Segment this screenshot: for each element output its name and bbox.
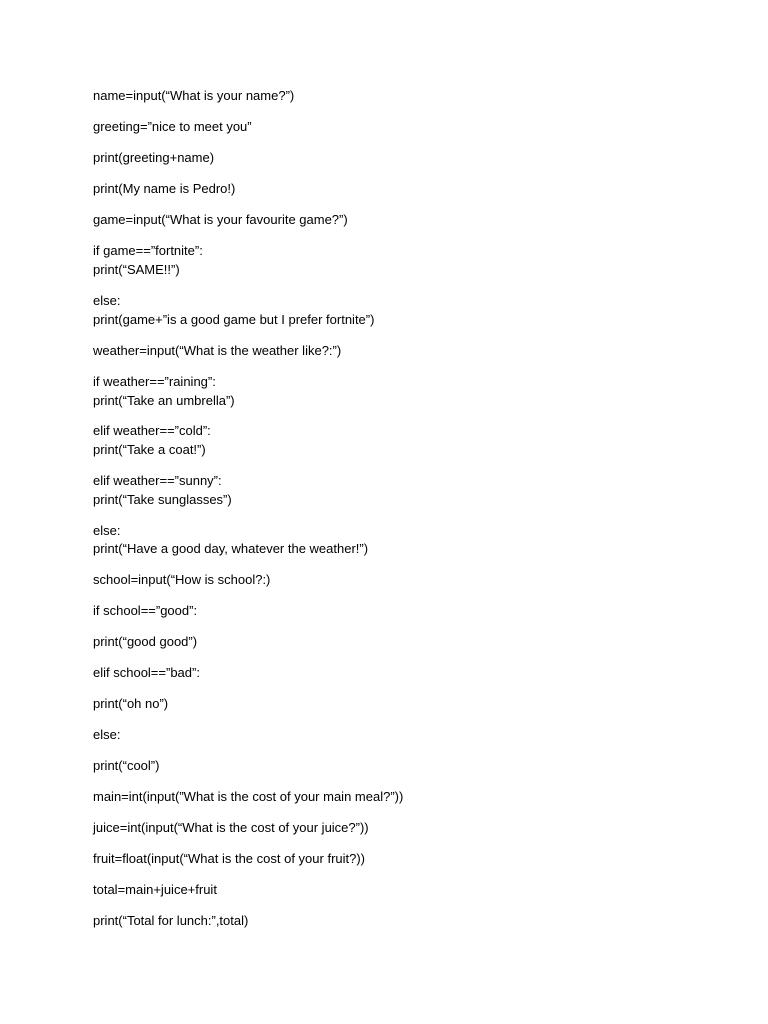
code-line: if game==”fortnite”:	[93, 243, 203, 258]
code-line: weather=input(“What is the weather like?:”)	[93, 343, 342, 358]
code-line: print(“cool”)	[93, 758, 160, 773]
code-line: school=input(“How is school?:)	[93, 572, 271, 587]
code-line: else:	[93, 293, 121, 308]
code-line: main=int(input(”What is the cost of your main meal?”))	[93, 789, 404, 804]
code-line: juice=int(input(“What is the cost of your juice?”))	[93, 820, 369, 835]
code-line: print(“Take an umbrella”)	[93, 393, 235, 408]
code-line: elif school==”bad”:	[93, 665, 200, 680]
code-line: elif weather==”cold”:	[93, 423, 211, 438]
code-line: print(“Have a good day, whatever the weather!”)	[93, 541, 369, 556]
code-line: print(“Take a coat!”)	[93, 442, 206, 457]
code-line: game=input(“What is your favourite game?”)	[93, 212, 348, 227]
code-line: print(“Take sunglasses”)	[93, 492, 232, 507]
code-line: print(“good good”)	[93, 634, 198, 649]
code-line: if weather==”raining”:	[93, 374, 216, 389]
code-line: else:	[93, 727, 121, 742]
code-line: print(greeting+name)	[93, 150, 215, 165]
code-line: print(“oh no”)	[93, 696, 169, 711]
code-line: print(My name is Pedro!)	[93, 181, 236, 196]
code-line: else:	[93, 523, 121, 538]
code-line: greeting=”nice to meet you”	[93, 119, 252, 134]
code-line: total=main+juice+fruit	[93, 882, 217, 897]
code-line: name=input(“What is your name?”)	[93, 88, 295, 103]
code-line: fruit=float(input(“What is the cost of your fruit?))	[93, 851, 366, 866]
code-line: elif weather==”sunny”:	[93, 473, 222, 488]
code-line: if school==”good”:	[93, 603, 198, 618]
code-line: print(“SAME!!”)	[93, 262, 180, 277]
code-line: print(“Total for lunch:”,total)	[93, 913, 249, 928]
code-line: print(game+”is a good game but I prefer fortnite”)	[93, 312, 375, 327]
